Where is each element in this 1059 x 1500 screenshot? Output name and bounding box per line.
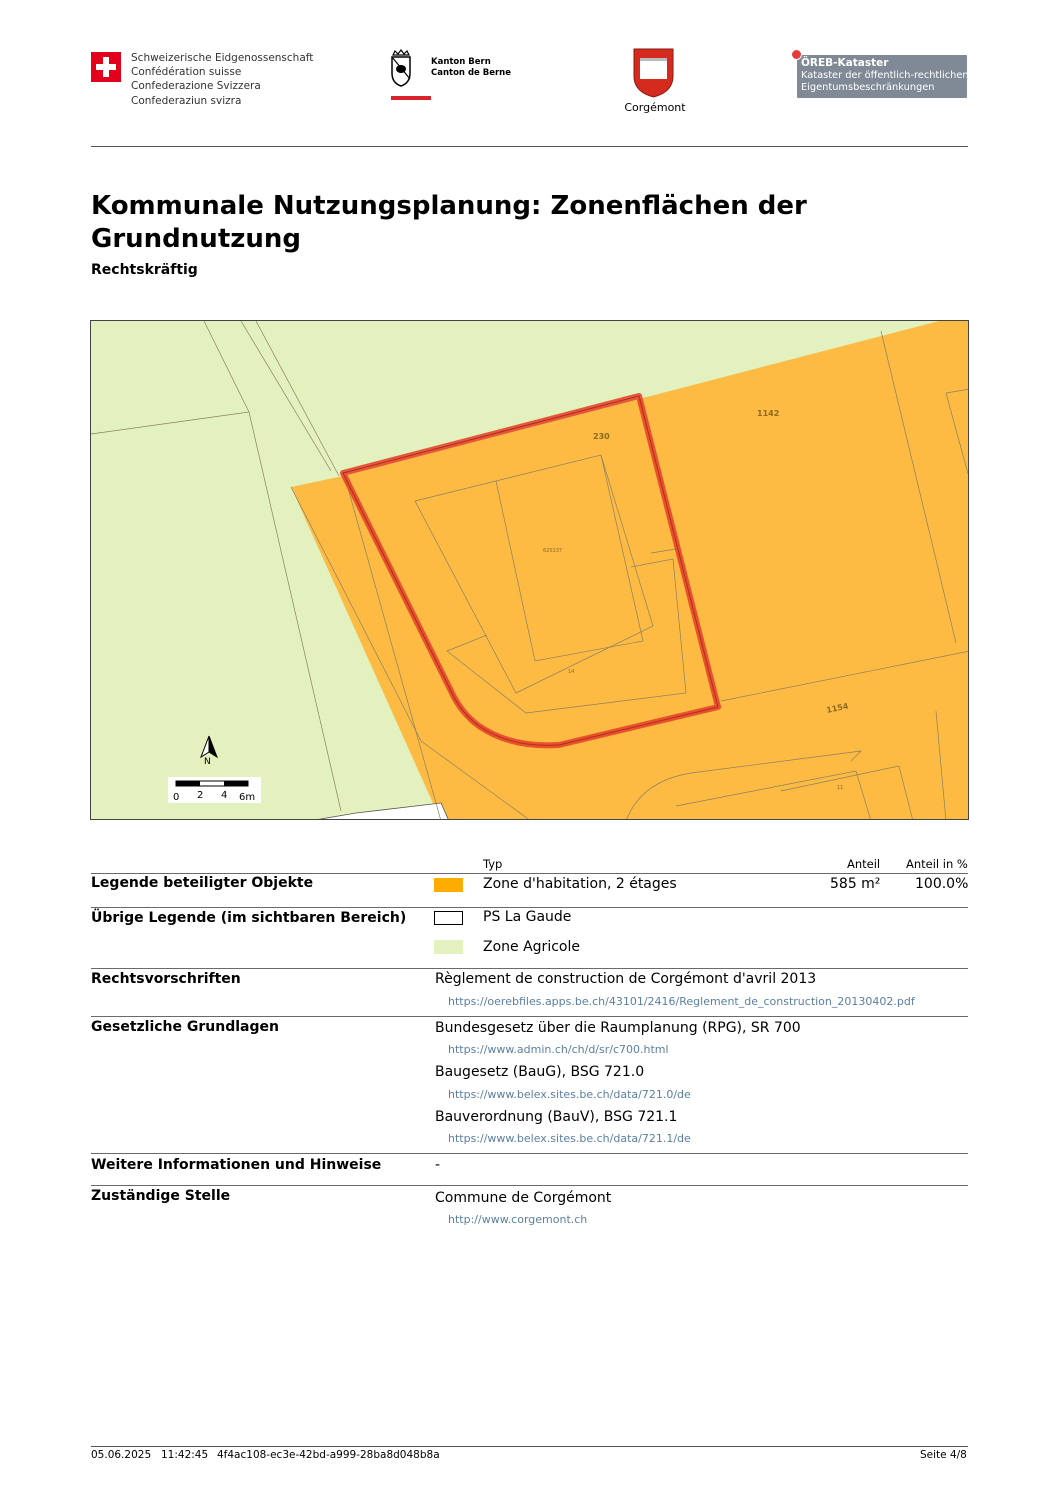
page-title: Kommunale Nutzungsplanung: Zonenflächen der Grundnutzung [91, 191, 807, 254]
legend-swatch-ps-la-gaude [434, 911, 463, 925]
legend-area: 585 m² [830, 876, 881, 892]
oereb-title: ÖREB-Kataster [801, 57, 889, 69]
row-divider [91, 907, 968, 908]
column-header-anteil: Anteil [847, 857, 881, 871]
map-canvas [91, 321, 969, 820]
legend-type: Zone Agricole [483, 939, 580, 955]
further-info-value: - [435, 1157, 441, 1173]
building-label: 620137 [543, 548, 563, 554]
involved-legend-label: Legende beteiligter Objekte [91, 875, 314, 891]
row-divider [91, 1016, 968, 1017]
north-label: N [204, 757, 211, 767]
legend-percent: 100.0% [915, 876, 969, 892]
row-divider [91, 873, 968, 874]
scale-label: 0 [173, 792, 180, 803]
bern-coat-of-arms-icon [390, 49, 412, 87]
legal-basis-link[interactable]: https://www.admin.ch/ch/d/sr/c700.html [448, 1043, 669, 1056]
scale-bar [168, 777, 261, 803]
kanton-name: Kanton Bern Canton de Berne [431, 57, 511, 78]
parcel-label: 230 [593, 432, 610, 441]
regulations-label: Rechtsvorschriften [91, 971, 241, 987]
footer-divider [91, 1446, 968, 1447]
authority-label: Zuständige Stelle [91, 1188, 231, 1204]
scale-label: 6m [239, 792, 256, 803]
swiss-cross-icon [91, 52, 121, 82]
scale-label: 2 [197, 790, 204, 801]
other-legend-label: Übrige Legende (im sichtbaren Bereich) [91, 910, 407, 926]
legal-status: Rechtskräftig [91, 262, 198, 278]
parcel-label: 1142 [757, 409, 780, 418]
building-label: 14 [568, 669, 575, 675]
municipality-name: Corgémont [624, 101, 686, 114]
legal-basis-link[interactable]: https://www.belex.sites.be.ch/data/721.0/de [448, 1088, 691, 1101]
legal-basis-label: Gesetzliche Grundlagen [91, 1019, 279, 1035]
oereb-kataster-logo [797, 55, 967, 98]
legend-type: Zone d'habitation, 2 étages [483, 876, 677, 892]
regulation-title: Règlement de construction de Corgémont d'avril 2013 [435, 971, 817, 987]
corgemont-coat-of-arms-icon [633, 48, 674, 98]
legend-swatch-habitation [434, 878, 463, 892]
header-divider [91, 146, 968, 147]
oereb-subtitle: Kataster der öffentlich-rechtlichen Eigentumsbeschränkungen [801, 70, 969, 93]
legal-basis-title: Bauverordnung (BauV), BSG 721.1 [435, 1109, 678, 1125]
row-divider [91, 1153, 968, 1154]
footer-document-id: 4f4ac108-ec3e-42bd-a999-28ba8d048b8a [217, 1449, 440, 1461]
regulation-link[interactable]: https://oerebfiles.apps.be.ch/43101/2416/Reglement_de_construction_20130402.pdf [448, 995, 915, 1008]
zoning-map[interactable] [90, 320, 969, 820]
confederation-name: Schweizerische Eidgenossenschaft Confédération suisse Confederazione Svizzera Confederaziun svizra [131, 52, 314, 107]
footer-time: 11:42:45 [161, 1449, 209, 1461]
footer-date: 05.06.2025 [91, 1449, 152, 1461]
legal-basis-link[interactable]: https://www.belex.sites.be.ch/data/721.1/de [448, 1132, 691, 1145]
building-label: 11 [837, 785, 844, 791]
row-divider [91, 968, 968, 969]
bern-accent-bar [391, 96, 431, 100]
further-info-label: Weitere Informationen und Hinweise [91, 1157, 382, 1173]
scale-label: 4 [221, 790, 228, 801]
legal-basis-title: Bundesgesetz über die Raumplanung (RPG), SR 700 [435, 1020, 801, 1036]
parcel-label: 1154 [825, 701, 850, 715]
authority-link[interactable]: http://www.corgemont.ch [448, 1213, 588, 1226]
legend-type: PS La Gaude [483, 909, 572, 925]
column-header-anteil-pct: Anteil in % [906, 857, 968, 871]
legal-basis-title: Baugesetz (BauG), BSG 721.0 [435, 1064, 645, 1080]
footer-page-number: Seite 4/8 [920, 1449, 967, 1461]
column-header-typ: Typ [483, 857, 503, 871]
row-divider [91, 1185, 968, 1186]
legend-swatch-agricole [434, 940, 463, 954]
authority-name: Commune de Corgémont [435, 1190, 612, 1206]
